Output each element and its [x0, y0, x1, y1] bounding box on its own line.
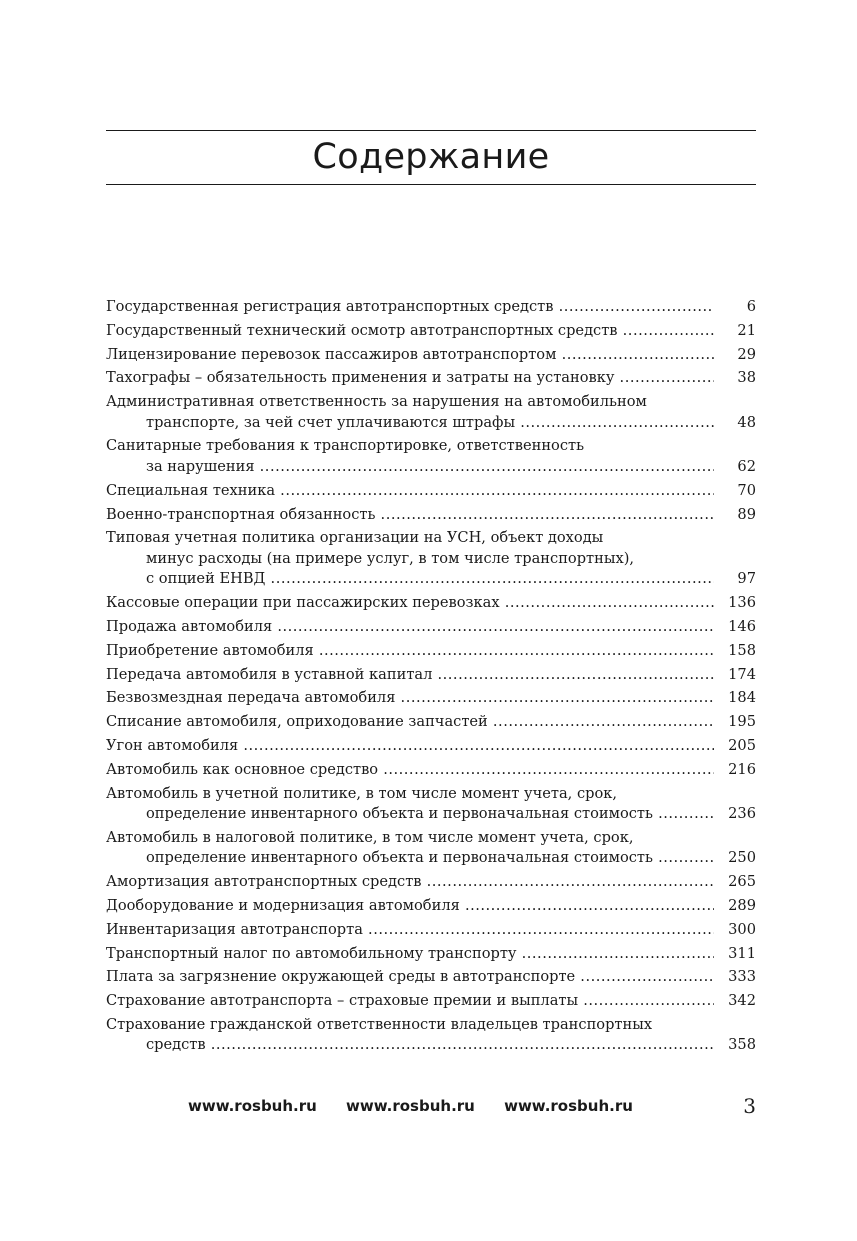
toc-entry[interactable] [106, 436, 756, 477]
page-footer [106, 1093, 756, 1119]
toc-entry-page-number: 236 [714, 804, 756, 825]
toc-entry[interactable] [106, 297, 756, 318]
toc-entry-title-line: Кассовые операции при пассажирских перевозках ..... [106, 593, 714, 614]
toc-entry[interactable] [106, 528, 756, 590]
toc-entry-title-line: Передача автомобиля в уставной капитал ..... [106, 665, 714, 686]
toc-entry-title-line: Безвозмездная передача автомобиля ..... [106, 688, 714, 709]
toc-entry[interactable] [106, 392, 756, 433]
toc-entry-page-number: 146 [714, 617, 756, 638]
toc-entry[interactable] [106, 481, 756, 502]
toc-entry-title-line: транспорте, за чей счет уплачиваются штрафы ..... [106, 413, 714, 434]
toc-entry[interactable] [106, 641, 756, 662]
toc-entry-title-line: за нарушения ..... [106, 457, 714, 478]
toc-entry-title-line: Продажа автомобиля ..... [106, 617, 714, 638]
toc-entry-title-line: Административная ответственность за нарушения на автомобильном [106, 393, 647, 411]
toc-entry-title-line: Дооборудование и модернизация автомобиля ..... [106, 896, 714, 917]
toc-entry-title-line: Автомобиль в налоговой политике, в том числе момент учета, срок, [106, 828, 634, 846]
toc-entry-title-line: Страхование гражданской ответственности владельцев транспортных [106, 1015, 653, 1033]
toc-entry[interactable] [106, 828, 756, 869]
toc-entry-page-number: 195 [714, 712, 756, 733]
toc-entry-title-line: Типовая учетная политика организации на УСН, объект доходы [106, 529, 604, 547]
toc-entry-title-line: с опцией ЕНВД ..... [106, 569, 714, 590]
toc-entry-title-line: Санитарные требования к транспортировке, ответственность [106, 437, 585, 455]
toc-entry-page-number: 48 [714, 413, 756, 434]
toc-entry-page-number: 311 [714, 944, 756, 965]
toc-entry-page-number: 97 [714, 569, 756, 590]
toc-entry-page-number: 21 [714, 321, 756, 342]
toc-entry-page-number: 174 [714, 665, 756, 686]
toc-entry-title-line: Военно-транспортная обязанность ..... [106, 505, 714, 526]
toc-entry-page-number: 250 [714, 848, 756, 869]
toc-entry[interactable] [106, 991, 756, 1012]
toc-entry[interactable] [106, 712, 756, 733]
title-rule-bottom [106, 184, 756, 185]
footer-link[interactable]: www.rosbuh.ru [188, 1097, 317, 1115]
toc-entry-page-number: 333 [714, 967, 756, 988]
toc-entry[interactable] [106, 321, 756, 342]
toc-entry-title-line: Тахографы – обязательность применения и затраты на установку ..... [106, 368, 714, 389]
toc-entry-title-line: Приобретение автомобиля ..... [106, 641, 714, 662]
toc-entry-page-number: 358 [714, 1035, 756, 1056]
toc-entry-page-number: 38 [714, 368, 756, 389]
toc-entry[interactable] [106, 872, 756, 893]
toc-entry[interactable] [106, 688, 756, 709]
toc-entry[interactable] [106, 760, 756, 781]
footer-links [188, 1093, 657, 1119]
toc-entry[interactable] [106, 967, 756, 988]
page-title: Содержание [312, 137, 550, 177]
toc-entry[interactable] [106, 665, 756, 686]
toc-entry-page-number: 300 [714, 920, 756, 941]
toc-entry-page-number: 136 [714, 593, 756, 614]
toc-entry-page-number: 70 [714, 481, 756, 502]
toc-entry-page-number: 62 [714, 457, 756, 478]
toc-entry-page-number: 6 [714, 297, 756, 318]
toc-entry-title-line: Инвентаризация автотранспорта ..... [106, 920, 714, 941]
toc-entry-title-line: Автомобиль как основное средство ..... [106, 760, 714, 781]
toc-entry-page-number: 265 [714, 872, 756, 893]
title-rule-top [106, 130, 756, 131]
toc-entry-title-line: Списание автомобиля, оприходование запчастей ..... [106, 712, 714, 733]
footer-link[interactable]: www.rosbuh.ru [346, 1097, 475, 1115]
toc-entry[interactable] [106, 784, 756, 825]
toc-entry-title-line: Государственный технический осмотр автотранспортных средств ..... [106, 321, 714, 342]
toc-entry[interactable] [106, 896, 756, 917]
toc-entry[interactable] [106, 920, 756, 941]
toc-entry-title-line: Угон автомобиля ..... [106, 736, 714, 757]
toc-entry-title-line: Транспортный налог по автомобильному транспорту ..... [106, 944, 714, 965]
toc-entry[interactable] [106, 505, 756, 526]
toc-entry-page-number: 342 [714, 991, 756, 1012]
toc-entry-page-number: 289 [714, 896, 756, 917]
toc-entry-page-number: 205 [714, 736, 756, 757]
page-number: 3 [743, 1094, 756, 1118]
toc-entry-title-line: Плата за загрязнение окружающей среды в автотранспорте ..... [106, 967, 714, 988]
toc-entry-page-number: 29 [714, 345, 756, 366]
toc-entry-title-line: определение инвентарного объекта и первоначальная стоимость ..... [106, 848, 714, 869]
toc-entry-title-line: минус расходы (на примере услуг, в том числе транспортных), [146, 549, 635, 567]
toc-entry[interactable] [106, 345, 756, 366]
toc-entry-title-line: определение инвентарного объекта и первоначальная стоимость ..... [106, 804, 714, 825]
toc-entry[interactable] [106, 1015, 756, 1056]
toc-entry-title-line: Автомобиль в учетной политике, в том числе момент учета, срок, [106, 784, 618, 802]
toc-entry-title-line: Государственная регистрация автотранспортных средств ..... [106, 297, 714, 318]
toc-entry-page-number: 89 [714, 505, 756, 526]
toc-entry[interactable] [106, 368, 756, 389]
toc-entry-page-number: 184 [714, 688, 756, 709]
toc-entry[interactable] [106, 944, 756, 965]
toc-entry-title-line: Страхование автотранспорта – страховые премии и выплаты ..... [106, 991, 714, 1012]
toc-entry-title-line: Специальная техника ..... [106, 481, 714, 502]
table-of-contents [106, 297, 756, 1059]
toc-entry-page-number: 216 [714, 760, 756, 781]
toc-entry-title-line: Лицензирование перевозок пассажиров автотранспортом ..... [106, 345, 714, 366]
toc-entry-title-line: средств ..... [106, 1035, 714, 1056]
footer-link[interactable]: www.rosbuh.ru [504, 1097, 633, 1115]
toc-entry[interactable] [106, 736, 756, 757]
toc-entry-title-line: Амортизация автотранспортных средств ..... [106, 872, 714, 893]
toc-entry[interactable] [106, 593, 756, 614]
toc-entry[interactable] [106, 617, 756, 638]
toc-entry-page-number: 158 [714, 641, 756, 662]
